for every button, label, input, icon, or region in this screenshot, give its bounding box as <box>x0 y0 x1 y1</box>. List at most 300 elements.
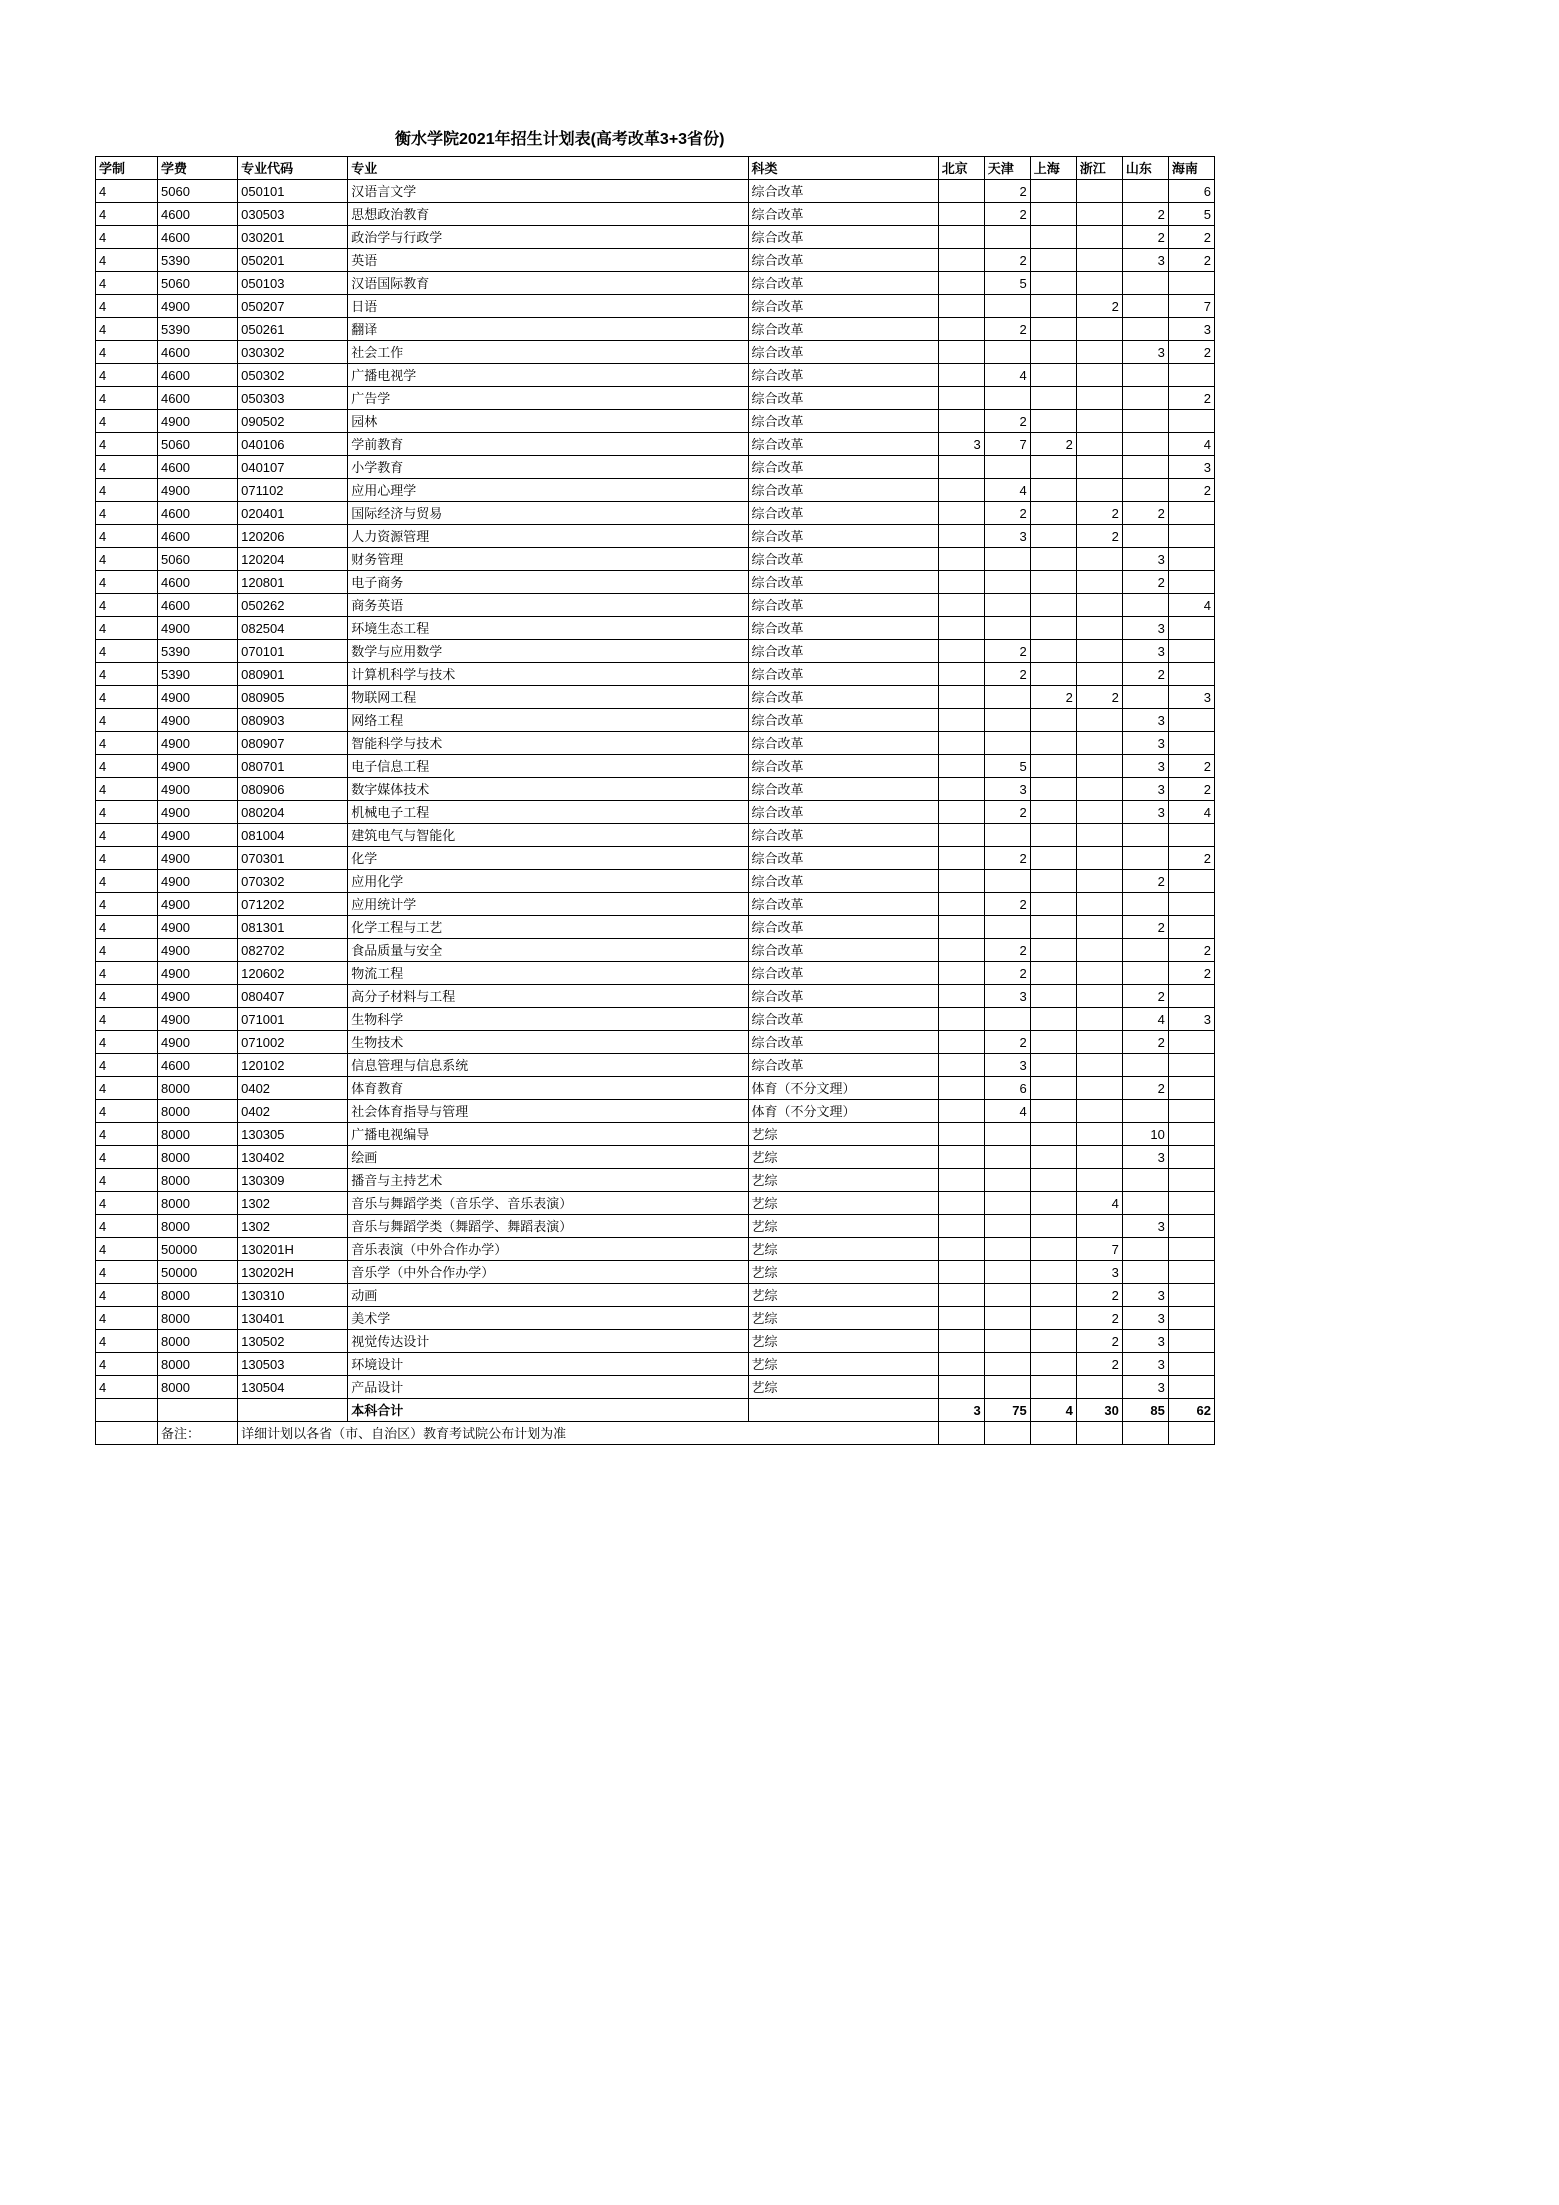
cell-xuefei: 4900 <box>158 709 238 732</box>
cell-major-code: 130504 <box>238 1376 348 1399</box>
table-row <box>96 1031 1215 1054</box>
cell-kelei: 综合改革 <box>748 801 938 824</box>
cell-major-code: 120102 <box>238 1054 348 1077</box>
cell-quota-4: 2 <box>1122 870 1168 893</box>
cell-xuefei: 50000 <box>158 1238 238 1261</box>
cell-xuefei: 50000 <box>158 1261 238 1284</box>
cell-major-code: 120204 <box>238 548 348 571</box>
cell-quota-1 <box>984 1330 1030 1353</box>
cell-xuefei: 5060 <box>158 433 238 456</box>
cell-quota-4: 2 <box>1122 226 1168 249</box>
cell-quota-5: 3 <box>1168 456 1214 479</box>
cell-quota-1: 3 <box>984 525 1030 548</box>
cell-xuezhi: 4 <box>96 778 158 801</box>
cell-major-name: 人力资源管理 <box>348 525 748 548</box>
cell-major-code: 130402 <box>238 1146 348 1169</box>
cell-xuezhi: 4 <box>96 1376 158 1399</box>
cell-quota-3 <box>1076 916 1122 939</box>
cell-quota-3 <box>1076 778 1122 801</box>
cell-kelei: 综合改革 <box>748 479 938 502</box>
cell-quota-3: 3 <box>1076 1261 1122 1284</box>
table-row <box>96 939 1215 962</box>
cell-xuezhi: 4 <box>96 571 158 594</box>
cell-quota-3 <box>1076 1169 1122 1192</box>
cell-major-name: 音乐与舞蹈学类（音乐学、音乐表演） <box>348 1192 748 1215</box>
cell-quota-5 <box>1168 893 1214 916</box>
total-quota-1: 75 <box>984 1399 1030 1422</box>
cell-quota-2 <box>1030 180 1076 203</box>
note-blank-cell <box>96 1422 158 1445</box>
cell-xuefei: 4600 <box>158 502 238 525</box>
cell-quota-1: 2 <box>984 962 1030 985</box>
cell-quota-1: 2 <box>984 1031 1030 1054</box>
cell-quota-5 <box>1168 410 1214 433</box>
cell-major-code: 082702 <box>238 939 348 962</box>
cell-kelei: 综合改革 <box>748 617 938 640</box>
table-row <box>96 571 1215 594</box>
cell-quota-3: 2 <box>1076 295 1122 318</box>
cell-quota-0 <box>938 962 984 985</box>
table-row <box>96 1215 1215 1238</box>
cell-quota-3 <box>1076 870 1122 893</box>
cell-quota-5 <box>1168 916 1214 939</box>
cell-quota-5 <box>1168 1169 1214 1192</box>
cell-quota-5 <box>1168 548 1214 571</box>
cell-quota-1: 2 <box>984 640 1030 663</box>
cell-quota-1 <box>984 1146 1030 1169</box>
cell-kelei: 综合改革 <box>748 249 938 272</box>
cell-quota-0 <box>938 1353 984 1376</box>
cell-quota-3 <box>1076 410 1122 433</box>
cell-quota-1: 5 <box>984 272 1030 295</box>
cell-xuezhi: 4 <box>96 663 158 686</box>
cell-xuezhi: 4 <box>96 249 158 272</box>
cell-quota-5 <box>1168 272 1214 295</box>
table-row <box>96 272 1215 295</box>
cell-quota-3 <box>1076 226 1122 249</box>
cell-major-name: 学前教育 <box>348 433 748 456</box>
cell-major-code: 082504 <box>238 617 348 640</box>
cell-quota-4 <box>1122 180 1168 203</box>
cell-quota-2 <box>1030 1008 1076 1031</box>
cell-major-code: 040107 <box>238 456 348 479</box>
cell-quota-2 <box>1030 1146 1076 1169</box>
cell-kelei: 艺综 <box>748 1261 938 1284</box>
cell-major-code: 130305 <box>238 1123 348 1146</box>
cell-quota-0 <box>938 1100 984 1123</box>
cell-quota-1 <box>984 1008 1030 1031</box>
cell-quota-5: 2 <box>1168 939 1214 962</box>
table-row <box>96 962 1215 985</box>
cell-major-code: 050201 <box>238 249 348 272</box>
cell-xuefei: 4600 <box>158 1054 238 1077</box>
cell-quota-3 <box>1076 755 1122 778</box>
cell-major-name: 音乐学（中外合作办学） <box>348 1261 748 1284</box>
cell-xuezhi: 4 <box>96 272 158 295</box>
cell-quota-0 <box>938 686 984 709</box>
cell-xuezhi: 4 <box>96 387 158 410</box>
cell-major-code: 071202 <box>238 893 348 916</box>
cell-xuefei: 5390 <box>158 318 238 341</box>
cell-major-name: 社会工作 <box>348 341 748 364</box>
cell-quota-1: 3 <box>984 1054 1030 1077</box>
cell-kelei: 综合改革 <box>748 295 938 318</box>
cell-quota-2 <box>1030 272 1076 295</box>
cell-quota-4: 3 <box>1122 1353 1168 1376</box>
cell-major-name: 财务管理 <box>348 548 748 571</box>
cell-xuefei: 8000 <box>158 1307 238 1330</box>
note-blank-quota-3 <box>1076 1422 1122 1445</box>
cell-xuefei: 4900 <box>158 479 238 502</box>
cell-quota-3: 4 <box>1076 1192 1122 1215</box>
cell-quota-5 <box>1168 1192 1214 1215</box>
cell-quota-4: 2 <box>1122 571 1168 594</box>
cell-quota-4 <box>1122 847 1168 870</box>
cell-quota-0 <box>938 755 984 778</box>
cell-quota-3 <box>1076 272 1122 295</box>
cell-major-code: 120602 <box>238 962 348 985</box>
table-row <box>96 663 1215 686</box>
cell-quota-1 <box>984 824 1030 847</box>
cell-quota-2 <box>1030 617 1076 640</box>
cell-quota-3: 2 <box>1076 525 1122 548</box>
cell-quota-3 <box>1076 801 1122 824</box>
cell-quota-2 <box>1030 525 1076 548</box>
cell-quota-5 <box>1168 1261 1214 1284</box>
cell-major-name: 生物科学 <box>348 1008 748 1031</box>
cell-major-code: 030302 <box>238 341 348 364</box>
table-row <box>96 387 1215 410</box>
cell-quota-2 <box>1030 226 1076 249</box>
cell-quota-3: 2 <box>1076 1284 1122 1307</box>
cell-quota-4 <box>1122 939 1168 962</box>
cell-quota-4: 2 <box>1122 985 1168 1008</box>
cell-quota-4: 2 <box>1122 663 1168 686</box>
cell-quota-1: 2 <box>984 203 1030 226</box>
cell-quota-1 <box>984 456 1030 479</box>
total-blank-cell <box>158 1399 238 1422</box>
cell-major-name: 小学教育 <box>348 456 748 479</box>
cell-kelei: 综合改革 <box>748 594 938 617</box>
cell-major-code: 130201H <box>238 1238 348 1261</box>
cell-quota-2 <box>1030 295 1076 318</box>
header-major: 专业 <box>348 157 748 180</box>
cell-quota-0 <box>938 364 984 387</box>
note-blank-quota-0 <box>938 1422 984 1445</box>
cell-xuezhi: 4 <box>96 548 158 571</box>
total-quota-4: 85 <box>1122 1399 1168 1422</box>
cell-quota-5: 2 <box>1168 387 1214 410</box>
cell-quota-3 <box>1076 1031 1122 1054</box>
cell-quota-3 <box>1076 341 1122 364</box>
cell-kelei: 综合改革 <box>748 870 938 893</box>
cell-quota-0 <box>938 1376 984 1399</box>
cell-quota-3 <box>1076 1054 1122 1077</box>
cell-quota-3 <box>1076 1123 1122 1146</box>
cell-quota-2 <box>1030 962 1076 985</box>
cell-quota-4: 10 <box>1122 1123 1168 1146</box>
cell-major-code: 1302 <box>238 1215 348 1238</box>
cell-xuefei: 8000 <box>158 1376 238 1399</box>
cell-xuezhi: 4 <box>96 1330 158 1353</box>
cell-quota-3 <box>1076 1146 1122 1169</box>
cell-xuezhi: 4 <box>96 1284 158 1307</box>
table-row <box>96 893 1215 916</box>
cell-major-name: 视觉传达设计 <box>348 1330 748 1353</box>
cell-quota-0 <box>938 801 984 824</box>
cell-quota-2 <box>1030 203 1076 226</box>
cell-quota-0 <box>938 1123 984 1146</box>
cell-quota-0 <box>938 1054 984 1077</box>
cell-major-code: 0402 <box>238 1100 348 1123</box>
cell-quota-2 <box>1030 318 1076 341</box>
cell-kelei: 综合改革 <box>748 548 938 571</box>
note-blank-quota-5 <box>1168 1422 1214 1445</box>
cell-quota-2 <box>1030 456 1076 479</box>
cell-xuezhi: 4 <box>96 295 158 318</box>
cell-quota-5 <box>1168 1123 1214 1146</box>
cell-kelei: 综合改革 <box>748 985 938 1008</box>
cell-major-code: 040106 <box>238 433 348 456</box>
cell-quota-2 <box>1030 755 1076 778</box>
cell-quota-1: 2 <box>984 180 1030 203</box>
cell-xuezhi: 4 <box>96 1077 158 1100</box>
cell-major-name: 机械电子工程 <box>348 801 748 824</box>
cell-xuezhi: 4 <box>96 410 158 433</box>
header-major-code: 专业代码 <box>238 157 348 180</box>
cell-quota-5 <box>1168 1376 1214 1399</box>
cell-quota-2 <box>1030 893 1076 916</box>
admission-plan-table <box>95 156 1215 1445</box>
table-row <box>96 686 1215 709</box>
cell-major-name: 应用统计学 <box>348 893 748 916</box>
cell-xuefei: 8000 <box>158 1192 238 1215</box>
cell-major-name: 日语 <box>348 295 748 318</box>
cell-quota-0 <box>938 295 984 318</box>
table-row <box>96 1192 1215 1215</box>
cell-major-name: 体育教育 <box>348 1077 748 1100</box>
cell-xuezhi: 4 <box>96 617 158 640</box>
cell-xuefei: 4900 <box>158 1031 238 1054</box>
cell-xuefei: 8000 <box>158 1215 238 1238</box>
cell-major-name: 数字媒体技术 <box>348 778 748 801</box>
cell-xuezhi: 4 <box>96 1008 158 1031</box>
table-row <box>96 847 1215 870</box>
cell-major-name: 生物技术 <box>348 1031 748 1054</box>
cell-xuefei: 4600 <box>158 341 238 364</box>
cell-xuezhi: 4 <box>96 203 158 226</box>
cell-quota-2 <box>1030 732 1076 755</box>
cell-quota-2 <box>1030 1169 1076 1192</box>
cell-major-code: 080903 <box>238 709 348 732</box>
cell-quota-1 <box>984 1353 1030 1376</box>
cell-xuefei: 4900 <box>158 686 238 709</box>
cell-major-code: 071102 <box>238 479 348 502</box>
cell-quota-5 <box>1168 1077 1214 1100</box>
cell-quota-2 <box>1030 571 1076 594</box>
cell-quota-3 <box>1076 985 1122 1008</box>
table-row <box>96 341 1215 364</box>
cell-xuezhi: 4 <box>96 916 158 939</box>
cell-quota-1: 6 <box>984 1077 1030 1100</box>
cell-kelei: 艺综 <box>748 1330 938 1353</box>
cell-quota-1 <box>984 870 1030 893</box>
cell-quota-3 <box>1076 203 1122 226</box>
cell-major-code: 070101 <box>238 640 348 663</box>
cell-xuezhi: 4 <box>96 226 158 249</box>
cell-xuefei: 4600 <box>158 226 238 249</box>
cell-major-code: 050103 <box>238 272 348 295</box>
cell-xuefei: 8000 <box>158 1169 238 1192</box>
cell-xuefei: 4900 <box>158 916 238 939</box>
cell-quota-1 <box>984 1284 1030 1307</box>
cell-major-name: 广播电视编导 <box>348 1123 748 1146</box>
cell-major-code: 080907 <box>238 732 348 755</box>
cell-major-name: 智能科学与技术 <box>348 732 748 755</box>
cell-quota-2 <box>1030 801 1076 824</box>
table-row <box>96 755 1215 778</box>
cell-quota-5: 4 <box>1168 594 1214 617</box>
cell-major-name: 食品质量与安全 <box>348 939 748 962</box>
cell-major-code: 071001 <box>238 1008 348 1031</box>
cell-quota-4: 3 <box>1122 1284 1168 1307</box>
cell-quota-2 <box>1030 479 1076 502</box>
cell-quota-0 <box>938 1077 984 1100</box>
cell-quota-3 <box>1076 456 1122 479</box>
table-total-row <box>96 1399 1215 1422</box>
cell-kelei: 综合改革 <box>748 1054 938 1077</box>
cell-quota-1: 2 <box>984 249 1030 272</box>
cell-quota-0 <box>938 893 984 916</box>
table-row <box>96 985 1215 1008</box>
table-row <box>96 318 1215 341</box>
cell-quota-2 <box>1030 847 1076 870</box>
cell-quota-3 <box>1076 1077 1122 1100</box>
cell-kelei: 综合改革 <box>748 939 938 962</box>
cell-major-code: 1302 <box>238 1192 348 1215</box>
cell-kelei: 综合改革 <box>748 203 938 226</box>
cell-major-name: 音乐表演（中外合作办学） <box>348 1238 748 1261</box>
cell-quota-5 <box>1168 640 1214 663</box>
cell-quota-0 <box>938 1215 984 1238</box>
cell-kelei: 艺综 <box>748 1146 938 1169</box>
cell-kelei: 综合改革 <box>748 893 938 916</box>
cell-quota-5: 7 <box>1168 295 1214 318</box>
cell-quota-5 <box>1168 1031 1214 1054</box>
cell-major-name: 商务英语 <box>348 594 748 617</box>
cell-quota-5: 4 <box>1168 801 1214 824</box>
cell-kelei: 综合改革 <box>748 847 938 870</box>
cell-kelei: 综合改革 <box>748 456 938 479</box>
header-province-shanghai: 上海 <box>1030 157 1076 180</box>
cell-xuezhi: 4 <box>96 1146 158 1169</box>
cell-quota-0 <box>938 180 984 203</box>
cell-quota-0 <box>938 318 984 341</box>
cell-xuefei: 5390 <box>158 249 238 272</box>
cell-kelei: 综合改革 <box>748 686 938 709</box>
cell-major-name: 物流工程 <box>348 962 748 985</box>
cell-quota-3 <box>1076 640 1122 663</box>
cell-quota-5 <box>1168 617 1214 640</box>
cell-quota-0 <box>938 1169 984 1192</box>
table-row <box>96 525 1215 548</box>
cell-quota-1: 2 <box>984 893 1030 916</box>
cell-major-name: 播音与主持艺术 <box>348 1169 748 1192</box>
cell-quota-4 <box>1122 1054 1168 1077</box>
cell-major-name: 电子信息工程 <box>348 755 748 778</box>
cell-quota-4: 3 <box>1122 801 1168 824</box>
cell-quota-2 <box>1030 1330 1076 1353</box>
cell-xuefei: 5390 <box>158 663 238 686</box>
cell-quota-4 <box>1122 318 1168 341</box>
table-row <box>96 1008 1215 1031</box>
cell-quota-5 <box>1168 709 1214 732</box>
total-kelei-blank <box>748 1399 938 1422</box>
cell-quota-3 <box>1076 709 1122 732</box>
cell-quota-1 <box>984 1215 1030 1238</box>
cell-quota-0 <box>938 1330 984 1353</box>
cell-major-name: 网络工程 <box>348 709 748 732</box>
cell-kelei: 综合改革 <box>748 525 938 548</box>
cell-quota-5 <box>1168 571 1214 594</box>
cell-quota-0 <box>938 1307 984 1330</box>
cell-quota-4 <box>1122 594 1168 617</box>
cell-kelei: 综合改革 <box>748 433 938 456</box>
table-row <box>96 226 1215 249</box>
cell-xuezhi: 4 <box>96 893 158 916</box>
cell-quota-3 <box>1076 364 1122 387</box>
table-row <box>96 1330 1215 1353</box>
cell-kelei: 艺综 <box>748 1376 938 1399</box>
cell-major-code: 081301 <box>238 916 348 939</box>
table-row <box>96 1077 1215 1100</box>
cell-quota-4: 3 <box>1122 732 1168 755</box>
cell-xuefei: 8000 <box>158 1077 238 1100</box>
cell-quota-2 <box>1030 1100 1076 1123</box>
cell-quota-3: 2 <box>1076 1330 1122 1353</box>
cell-quota-1: 3 <box>984 778 1030 801</box>
cell-quota-3 <box>1076 387 1122 410</box>
table-row <box>96 410 1215 433</box>
cell-major-code: 0402 <box>238 1077 348 1100</box>
cell-xuezhi: 4 <box>96 433 158 456</box>
cell-quota-5 <box>1168 1284 1214 1307</box>
cell-major-code: 130502 <box>238 1330 348 1353</box>
cell-xuefei: 8000 <box>158 1123 238 1146</box>
cell-quota-3 <box>1076 617 1122 640</box>
cell-xuezhi: 4 <box>96 594 158 617</box>
cell-quota-2 <box>1030 502 1076 525</box>
cell-quota-2 <box>1030 1284 1076 1307</box>
cell-xuefei: 4600 <box>158 364 238 387</box>
page-title: 衡水学院2021年招生计划表(高考改革3+3省份) <box>395 131 725 148</box>
table-row <box>96 1238 1215 1261</box>
cell-major-name: 动画 <box>348 1284 748 1307</box>
cell-quota-3 <box>1076 548 1122 571</box>
cell-xuezhi: 4 <box>96 180 158 203</box>
cell-quota-0 <box>938 1146 984 1169</box>
cell-quota-1: 2 <box>984 410 1030 433</box>
cell-quota-5 <box>1168 732 1214 755</box>
cell-quota-3 <box>1076 594 1122 617</box>
total-quota-3: 30 <box>1076 1399 1122 1422</box>
cell-quota-2 <box>1030 1077 1076 1100</box>
cell-kelei: 体育（不分文理） <box>748 1100 938 1123</box>
cell-major-code: 070302 <box>238 870 348 893</box>
cell-quota-0 <box>938 1008 984 1031</box>
cell-major-name: 环境生态工程 <box>348 617 748 640</box>
cell-quota-4: 2 <box>1122 1031 1168 1054</box>
